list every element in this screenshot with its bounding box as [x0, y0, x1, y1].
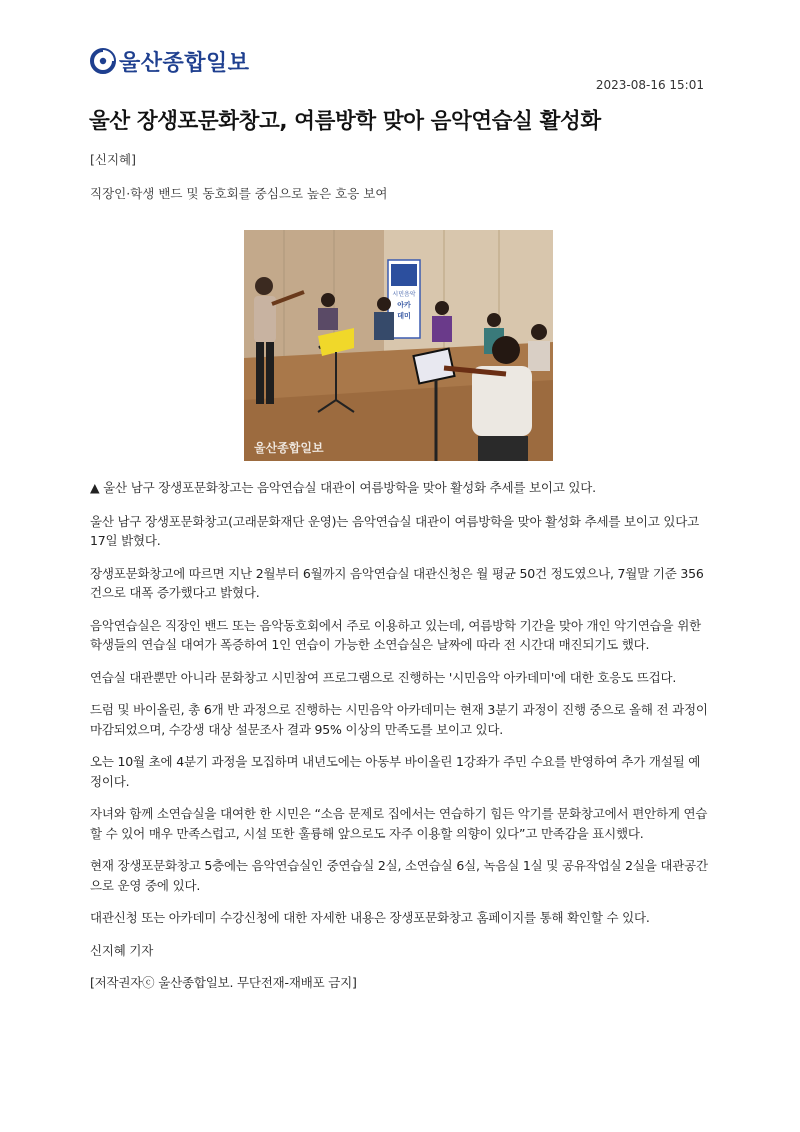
- banner-text-3: 데미: [397, 312, 411, 320]
- masthead-title: 울산종합일보: [119, 50, 250, 76]
- paragraph: 음악연습실은 직장인 밴드 또는 음악동호회에서 주로 이용하고 있는데, 여름방학 기간을 맞아 개인 악기연습을 위한 학생들의 연습실 대여가 폭증하여 1인 연습이 가능한 소연습실은 날짜에 따라 전 시간대 매진되기도 했다.: [90, 617, 701, 652]
- photo-watermark: 울산종합일보: [254, 441, 324, 455]
- article-subheadline: 직장인·학생 밴드 및 동호회를 중심으로 높은 호응 보여: [90, 186, 388, 201]
- banner-text-1: 시민음악: [392, 291, 416, 298]
- paragraph: 현재 장생포문화창고 5층에는 음악연습실인 중연습실 2실, 소연습실 6실, 녹음실 1실 및 공유작업실 2실을 대관공간으로 운영 중에 있다.: [90, 858, 708, 893]
- paragraph: 울산 남구 장생포문화창고(고래문화재단 운영)는 음악연습실 대관이 여름방학을 맞아 활성화 추세를 보이고 있다고 17일 밝혔다.: [90, 513, 699, 548]
- photo-illustration: [244, 230, 553, 461]
- article-photo: [244, 230, 553, 461]
- reporter-signature: 신지혜 기자: [90, 942, 154, 958]
- paragraph: 드럼 및 바이올린, 총 6개 반 과정으로 진행하는 시민음악 아카데미는 현재 3분기 과정이 진행 중으로 올해 전 과정이 마감되었으며, 수강생 대상 설문조사 결과 95% 이상의 만족도를 보이고 있다.: [90, 702, 708, 737]
- masthead-logo[interactable]: [90, 44, 250, 78]
- photo-caption: ▲ 울산 남구 장생포문화창고는 음악연습실 대관이 여름방학을 맞아 활성화 추세를 보이고 있다.: [90, 480, 596, 495]
- paragraph: 오는 10월 초에 4분기 과정을 모집하며 내년도에는 아동부 바이올린 1강좌가 주민 수요를 반영하여 추가 개설될 예정이다.: [90, 754, 701, 789]
- article-body: [90, 478, 710, 1006]
- article-byline: [신지혜]: [90, 152, 136, 167]
- paragraph: 자녀와 함께 소연습실을 대여한 한 시민은 “소음 문제로 집에서는 연습하기 힘든 악기를 문화창고에서 편안하게 연습할 수 있어 매우 만족스럽고, 시설 또한 훌륭해 앞으로도 자주 이용할 의향이 있다”고 만족감을 표시했다.: [90, 806, 708, 841]
- paragraph: 대관신청 또는 아카데미 수강신청에 대한 자세한 내용은 장생포문화창고 홈페이지를 통해 확인할 수 있다.: [90, 910, 650, 925]
- copyright-notice: [저작권자ⓒ 울산종합일보. 무단전재-재배포 금지]: [90, 975, 357, 990]
- article-headline: 울산 장생포문화창고, 여름방학 맞아 음악연습실 활성화: [89, 109, 601, 134]
- logo-swirl-icon: [90, 47, 116, 75]
- banner-text-2: 아카: [397, 301, 411, 309]
- paragraph: 연습실 대관뿐만 아니라 문화창고 시민참여 프로그램으로 진행하는 '시민음악 아카데미'에 대한 호응도 뜨겁다.: [90, 669, 677, 685]
- publish-datetime: 2023-08-16 15:01: [595, 78, 704, 92]
- paragraph: 장생포문화창고에 따르면 지난 2월부터 6월까지 음악연습실 대관신청은 월 평균 50건 정도였으나, 7월말 기준 356건으로 대폭 증가했다고 밝혔다.: [90, 565, 704, 600]
